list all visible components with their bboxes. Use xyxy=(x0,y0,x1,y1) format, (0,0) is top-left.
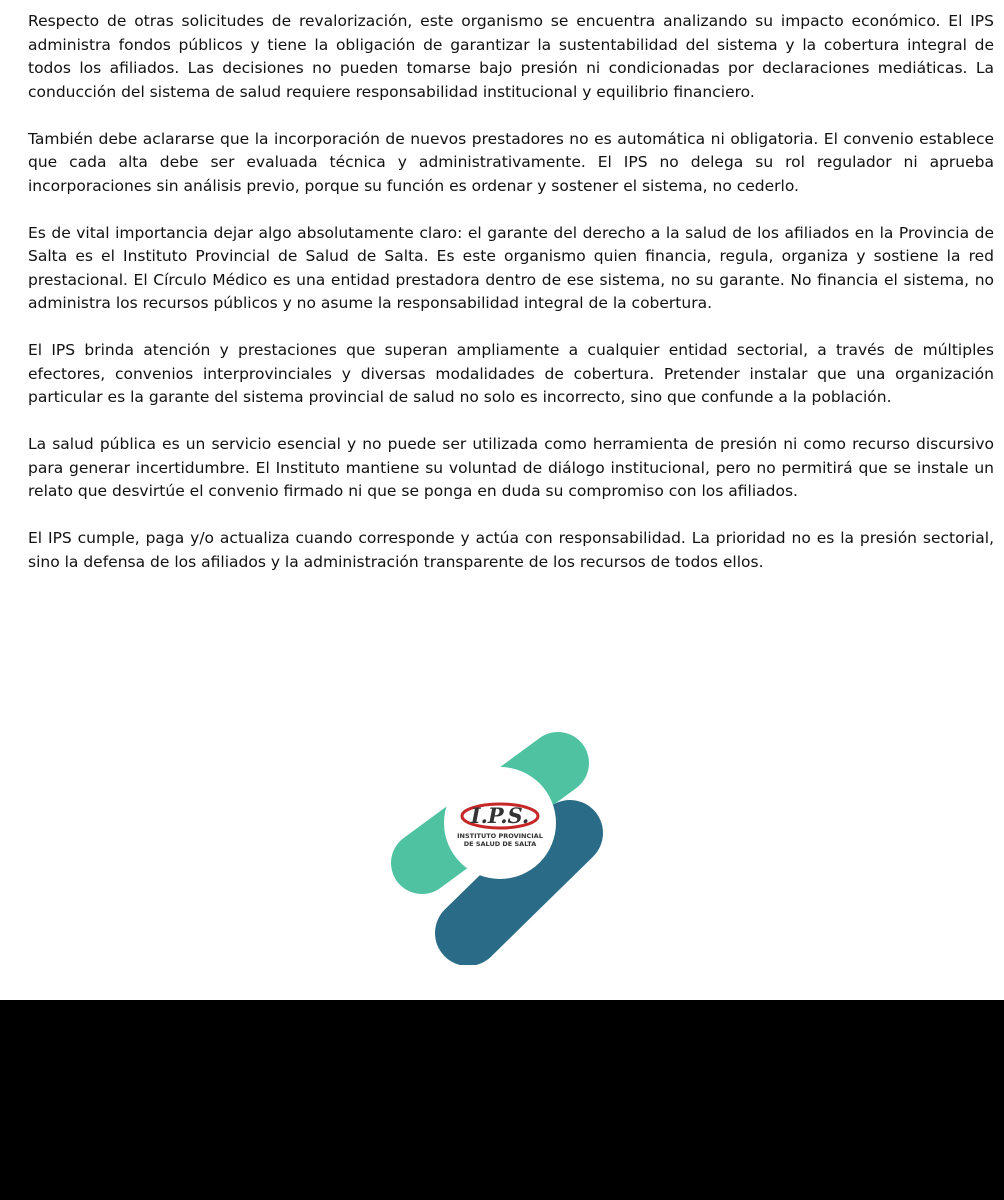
paragraph-prestaciones: El IPS brinda atención y prestaciones que superan ampliamente a cualquier entidad sectorial, a través de múltiples efectores, convenios interprovinciales y diversas modalidades de cobertura. Pretender instalar que una organización particular es la garante del sistema provincial de salud no solo es incorrecto, sino que confunde a la población. xyxy=(28,341,994,406)
paragraph-revalorizacion: Respecto de otras solicitudes de revalorización, este organismo se encuentra analizando su impacto económico. El IPS administra fondos públicos y tiene la obligación de garantizar la sustentabilidad del sistema y la cobertura integral de todos los afiliados. Las decisiones no pueden tomarse bajo presión ni condicionadas por declaraciones mediáticas. La conducción del sistema de salud requiere responsabilidad institucional y equilibrio financiero. xyxy=(28,12,994,101)
logo-subtitle-line2: DE SALUD DE SALTA xyxy=(463,840,537,848)
paragraph-cumplimiento: El IPS cumple, paga y/o actualiza cuando corresponde y actúa con responsabilidad. La prioridad no es la presión sectorial, sino la defensa de los afiliados y la administración transparente de los recursos de todos ellos. xyxy=(28,529,994,571)
logo-wordmark: I.P.S. xyxy=(470,803,530,828)
paragraph-garante: Es de vital importancia dejar algo absolutamente claro: el garante del derecho a la salud de los afiliados en la Provincia de Salta es el Instituto Provincial de Salud de Salta. Es este organismo quien financia, regula, organiza y sostiene la red prestacional. El Círculo Médico es una entidad prestadora dentro de ese sistema, no su garante. No financia el sistema, no administra los recursos públicos y no asume la responsabilidad integral de la cobertura. xyxy=(28,223,994,312)
logo-subtitle-line1: INSTITUTO PROVINCIAL xyxy=(457,832,543,840)
ips-logo xyxy=(380,715,620,965)
statement-body xyxy=(28,10,994,598)
paragraph-nuevos-prestadores: También debe aclararse que la incorporación de nuevos prestadores no es automática ni obligatoria. El convenio establece que cada alta debe ser evaluada técnica y administrativamente. El IPS no delega su rol regulador ni aprueba incorporaciones sin análisis previo, porque su función es ordenar y sostener el sistema, no cederlo. xyxy=(28,129,994,195)
paragraph-salud-publica: La salud pública es un servicio esencial y no puede ser utilizada como herramienta de presión ni como recurso discursivo para generar incertidumbre. El Instituto mantiene su voluntad de diálogo institucional, pero no permitirá que se instale un relato que desvirtúe el convenio firmado ni que se ponga en duda su compromiso con los afiliados. xyxy=(28,435,994,500)
bottom-black-band xyxy=(0,1000,1004,1200)
